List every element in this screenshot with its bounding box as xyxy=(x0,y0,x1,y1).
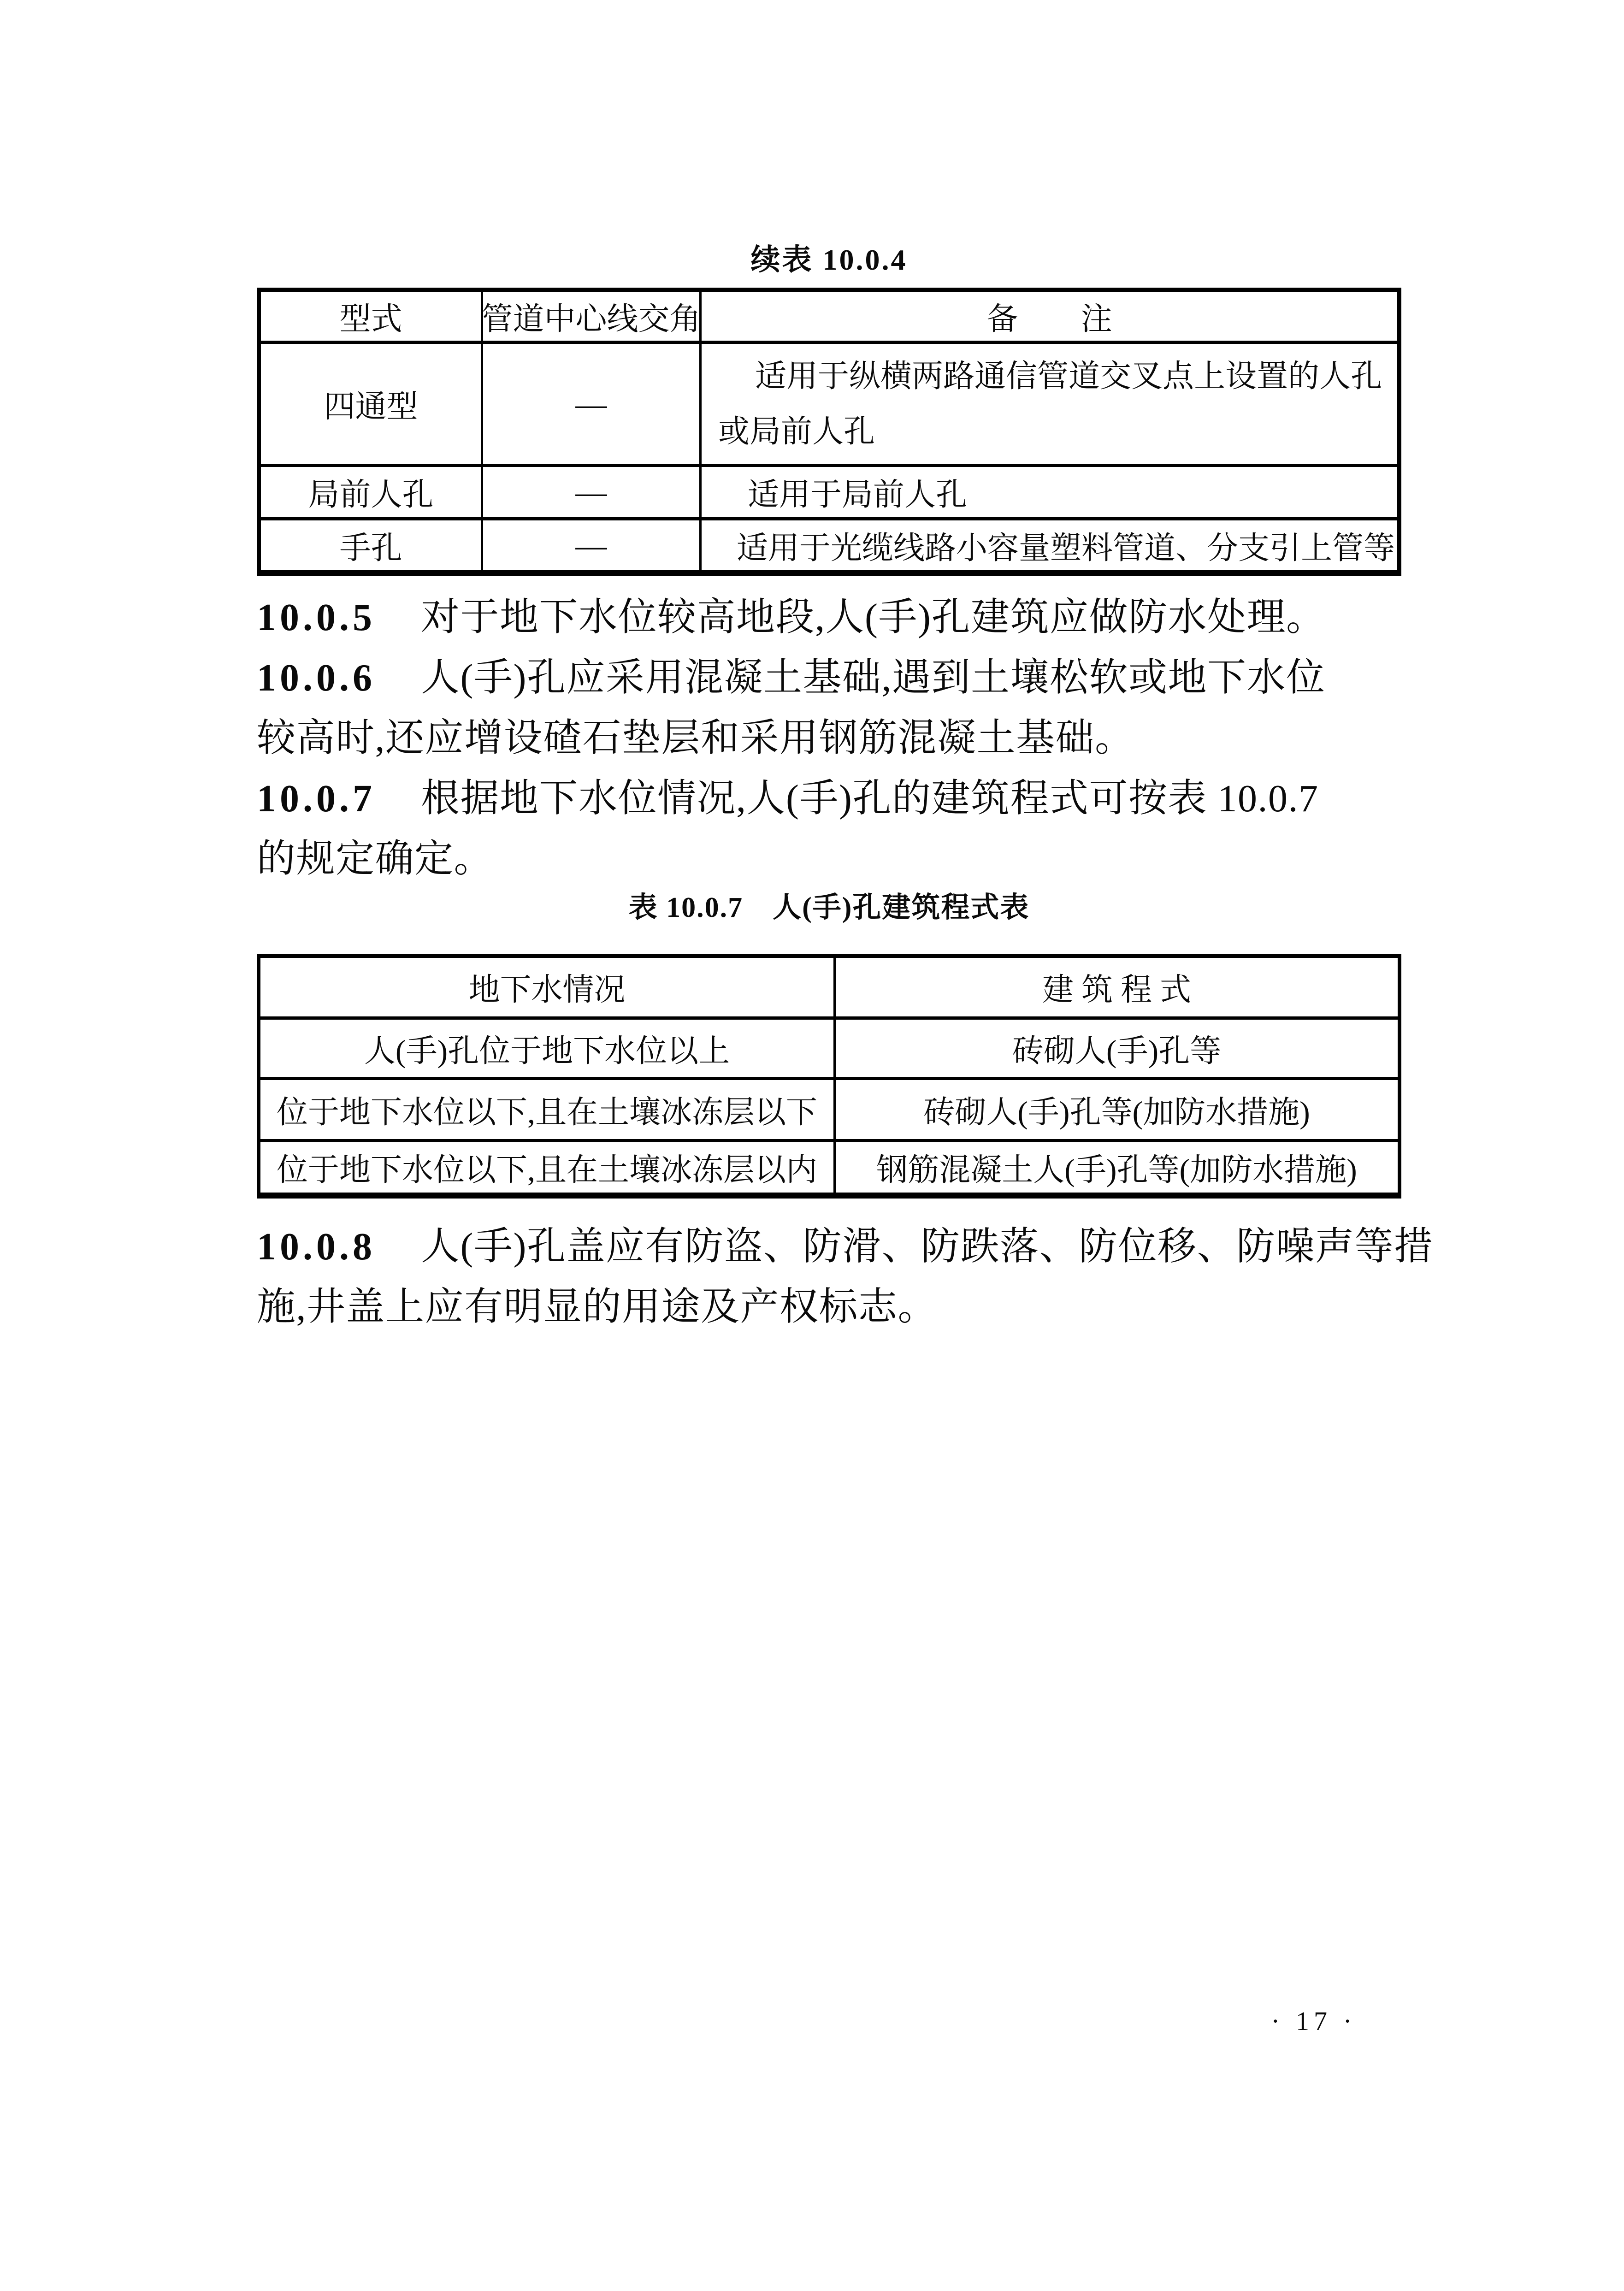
table-cell-condition: 位于地下水位以下,且在土壤冰冻层以内 xyxy=(260,1142,836,1193)
table-cell-type: 手孔 xyxy=(261,520,483,570)
column-header-groundwater: 地下水情况 xyxy=(260,958,836,1020)
table-cell-remark: 适用于光缆线路小容量塑料管道、分支引上管等 xyxy=(737,530,1395,566)
remark-line-2: 或局前人孔 xyxy=(718,414,875,449)
program-table-caption: 表 10.0.7 人(手)孔建筑程式表 xyxy=(628,892,1030,923)
column-header-type: 型式 xyxy=(261,292,483,344)
table-cell-angle: — xyxy=(483,467,702,520)
clause-text: 人(手)孔应采用混凝土基础,遇到土壤松软或地下水位 xyxy=(421,656,1326,699)
table-cell-remark: 适用于局前人孔 xyxy=(702,467,1397,520)
clause-10-0-8-line-2: 施,井盖上应有明显的用途及产权标志。 xyxy=(257,1286,938,1329)
clause-text: 对于地下水位较高地段,人(手)孔建筑应做防水处理。 xyxy=(421,596,1326,639)
table-cell-angle: — xyxy=(483,520,702,570)
clause-text: 根据地下水位情况,人(手)孔的建筑程式可按表 10.0.7 xyxy=(421,777,1319,820)
table-cell-program: 砖砌人(手)孔等 xyxy=(836,1020,1398,1080)
table-cell-remark xyxy=(702,344,1397,467)
clause-number: 10.0.7 xyxy=(257,777,376,820)
clause-10-0-5-line-1 xyxy=(257,587,1409,648)
column-header-program: 建 筑 程 式 xyxy=(836,958,1398,1020)
column-header-remark: 备 注 xyxy=(702,292,1397,344)
clause-block-lower xyxy=(257,1216,1434,1337)
page-number: · 17 · xyxy=(1271,2006,1357,2036)
clause-number: 10.0.5 xyxy=(257,596,376,639)
table-cell-program: 钢筋混凝土人(手)孔等(加防水措施) xyxy=(876,1152,1357,1187)
table-cell-type: 局前人孔 xyxy=(261,467,483,520)
clause-block-upper xyxy=(257,587,1409,889)
clause-10-0-7-line-2: 的规定确定。 xyxy=(257,838,494,880)
table-cell-condition: 人(手)孔位于地下水位以上 xyxy=(260,1020,836,1080)
clause-10-0-6-line-2: 较高时,还应增设碴石垫层和采用钢筋混凝土基础。 xyxy=(257,717,1134,760)
table-cell-type: 四通型 xyxy=(261,344,483,467)
clause-10-0-6-line-1 xyxy=(257,648,1409,708)
clause-text: 人(手)孔盖应有防盗、防滑、防跌落、防位移、防噪声等措 xyxy=(421,1225,1434,1268)
clause-number: 10.0.6 xyxy=(257,656,376,699)
column-header-angle: 管道中心线交角 xyxy=(483,292,702,344)
remark-line-1: 适用于纵横两路通信管道交叉点上设置的人孔 xyxy=(755,359,1382,394)
table-10-0-7 xyxy=(257,954,1401,1199)
clause-10-0-7-line-1 xyxy=(257,768,1409,829)
table-cell-angle: — xyxy=(483,344,702,467)
clause-10-0-8-line-1 xyxy=(257,1216,1434,1277)
table-cell-condition: 位于地下水位以下,且在土壤冰冻层以下 xyxy=(260,1080,836,1142)
continued-table-caption: 续表 10.0.4 xyxy=(750,243,908,276)
table-10-0-4-continued xyxy=(257,288,1401,576)
clause-number: 10.0.8 xyxy=(257,1225,376,1268)
table-cell-program: 砖砌人(手)孔等(加防水措施) xyxy=(836,1080,1398,1142)
